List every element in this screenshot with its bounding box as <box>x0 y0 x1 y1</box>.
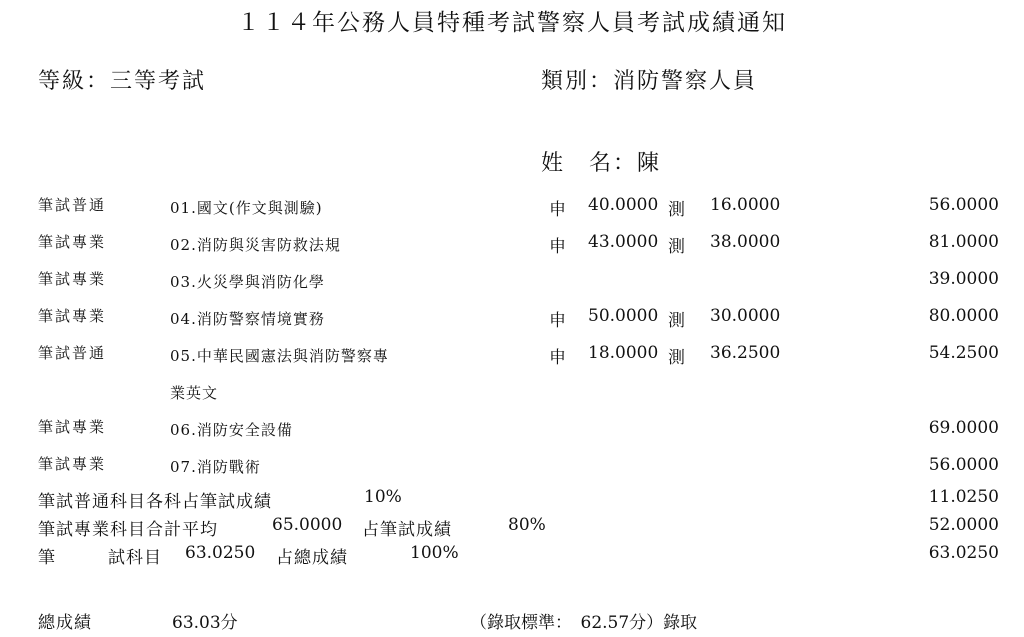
row-score-test: 38.0000 <box>710 232 781 252</box>
row-flag-test: 測 <box>668 237 685 257</box>
row-subject: 05.中華民國憲法與消防警察專 <box>170 347 389 365</box>
row-score-application: 43.0000 <box>588 232 659 252</box>
row-subject: 01.國文(作文與測驗) <box>170 199 323 217</box>
summary-professional-label2: 占筆試成績 <box>362 520 452 540</box>
row-type: 筆試專業 <box>38 455 107 473</box>
summary-written-avg: 63.0250 <box>185 543 256 563</box>
row-flag-test: 測 <box>668 311 685 331</box>
summary-written-label-a: 筆 <box>38 548 55 568</box>
row-subject: 02.消防與災害防救法規 <box>170 236 341 254</box>
final-score-label: 總成績 <box>38 613 92 633</box>
summary-professional-value: 52.0000 <box>928 515 999 535</box>
row-total: 54.2500 <box>928 343 999 363</box>
row-total: 81.0000 <box>928 232 999 252</box>
summary-professional-label: 筆試專業科目合計平均 <box>38 520 218 540</box>
row-type: 筆試普通 <box>38 196 107 214</box>
row-subject-continued: 業英文 <box>170 384 219 402</box>
summary-general-value: 11.0250 <box>928 487 999 507</box>
exam-grade: 等級：三等考試 <box>38 69 207 94</box>
summary-written-label2: 占總成績 <box>276 548 348 568</box>
row-score-application: 18.0000 <box>588 343 659 363</box>
final-score-value: 63.03分 <box>172 613 238 633</box>
summary-written-pct: 100% <box>410 543 459 563</box>
row-type: 筆試專業 <box>38 233 107 251</box>
row-subject: 06.消防安全設備 <box>170 421 293 439</box>
row-score-application: 50.0000 <box>588 306 659 326</box>
row-subject: 03.火災學與消防化學 <box>170 273 325 291</box>
admission-standard: （錄取標準： 62.57分）錄取 <box>470 613 698 633</box>
row-flag-application: 申 <box>549 200 566 220</box>
row-total: 39.0000 <box>928 269 999 289</box>
row-total: 56.0000 <box>928 455 999 475</box>
row-total: 80.0000 <box>928 306 999 326</box>
row-score-test: 36.2500 <box>710 343 781 363</box>
row-total: 69.0000 <box>928 418 999 438</box>
summary-written-value: 63.0250 <box>928 543 999 563</box>
row-flag-test: 測 <box>668 348 685 368</box>
summary-professional-pct: 80% <box>508 515 546 535</box>
row-type: 筆試普通 <box>38 344 107 362</box>
row-score-application: 40.0000 <box>588 195 659 215</box>
row-score-test: 30.0000 <box>710 306 781 326</box>
row-type: 筆試專業 <box>38 270 107 288</box>
exam-category: 類別：消防警察人員 <box>541 69 758 94</box>
row-total: 56.0000 <box>928 195 999 215</box>
summary-professional-avg: 65.0000 <box>272 515 343 535</box>
summary-general-pct: 10% <box>364 487 402 507</box>
row-flag-application: 申 <box>549 237 566 257</box>
summary-written-label-b: 試科目 <box>108 548 162 568</box>
candidate-name: 姓 名：陳 <box>541 151 662 176</box>
row-type: 筆試專業 <box>38 307 107 325</box>
notice-title: １１４年公務人員特種考試警察人員考試成績通知 <box>237 10 787 36</box>
row-score-test: 16.0000 <box>710 195 781 215</box>
row-flag-application: 申 <box>549 348 566 368</box>
row-type: 筆試專業 <box>38 418 107 436</box>
row-flag-application: 申 <box>549 311 566 331</box>
summary-general-label: 筆試普通科目各科占筆試成績 <box>38 492 272 512</box>
row-subject: 07.消防戰術 <box>170 458 261 476</box>
row-flag-test: 測 <box>668 200 685 220</box>
row-subject: 04.消防警察情境實務 <box>170 310 325 328</box>
